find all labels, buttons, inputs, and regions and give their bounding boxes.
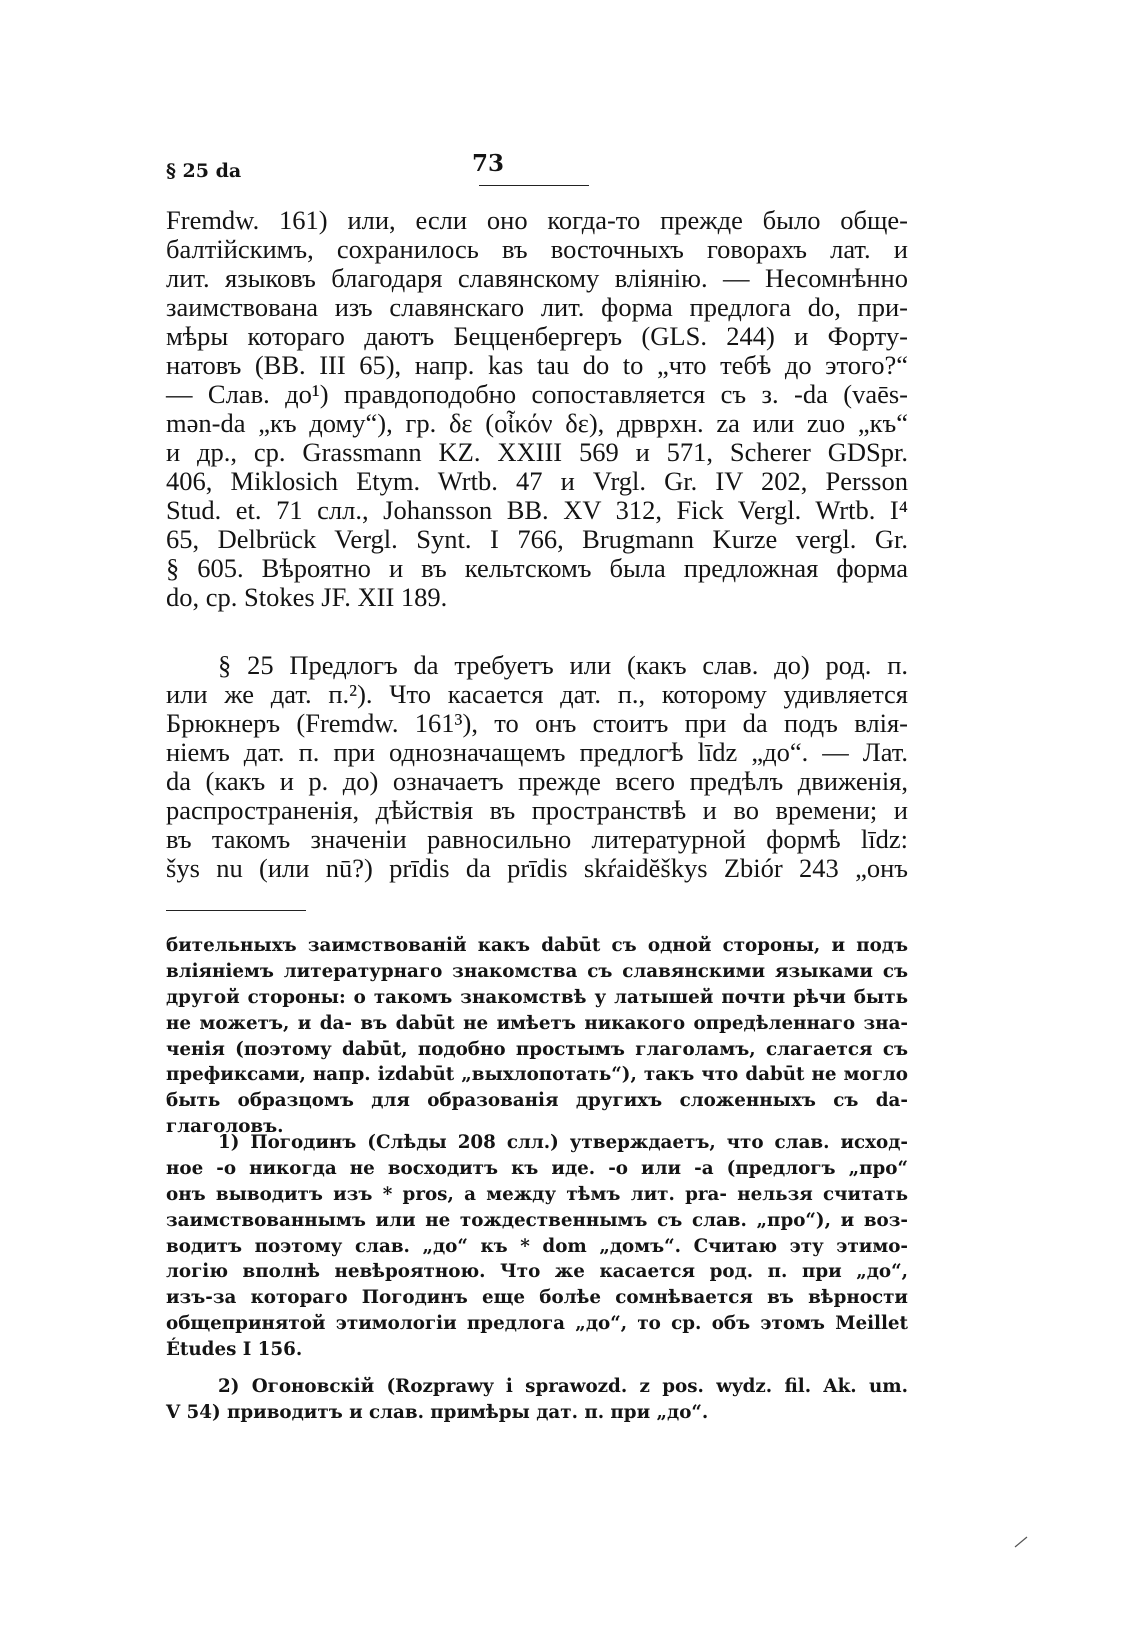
text-line: da (какъ и р. до) означаетъ прежде всего предѣлъ движенія, (166, 766, 908, 796)
footnote-2 (166, 1374, 908, 1426)
footnote-line: не можетъ, и da- въ dabūt не имѣетъ никакого опредѣленнаго зна- (166, 1012, 908, 1034)
text-line: do, ср. Stokes JF. XII 189. (166, 582, 448, 612)
running-header (166, 150, 906, 190)
text-line: 406, Miklosich Etym. Wrtb. 47 и Vrgl. Gr. IV 202, Persson (166, 466, 908, 496)
text-line: балтійскимъ, сохранилось въ восточныхъ говорахъ лат. и (166, 234, 908, 264)
footnote-line: водитъ поэтому слав. „до“ къ * dom „домъ“. Считаю эту этимо- (166, 1235, 908, 1257)
scan-artifact-icon (1014, 1536, 1028, 1548)
footnote-line: общепринятой этимологіи предлога „до“, то ср. объ этомъ Meillet (166, 1313, 908, 1335)
text-line: mən-da „къ дому“), гр. δε (οἶκόν δε), дрврхн. za или zuo „къ“ (166, 408, 908, 438)
text-line: распространенія, дѣйствія въ пространствѣ и во времени; и (166, 795, 908, 825)
text-line: šys nu (или nū?) prīdis da prīdis skŕaidĕškys Zbiór 243 „онъ (166, 853, 908, 883)
text-line: § 605. Вѣроятно и въ кельтскомъ была предложная форма (166, 553, 908, 583)
footnote-separator (166, 910, 306, 911)
text-line: ніемъ дат. п. при однозначащемъ предлогѣ līdz „до“. — Лат. (166, 737, 908, 767)
text-line: 65, Delbrück Vergl. Synt. I 766, Brugmann Kurze vergl. Gr. (166, 524, 908, 554)
text-line: натовъ (BB. III 65), напр. kas tau do to „что тебѣ до этого?“ (166, 350, 908, 380)
text-line: Брюкнеръ (Fremdw. 161³), то онъ стоитъ при da подъ влія- (166, 708, 908, 738)
text-line: лит. языковъ благодаря славянскому вліянію. — Несомнѣнно (166, 263, 908, 293)
footnote-line: онъ выводитъ изъ * pros, а между тѣмъ лит. pra- нельзя считать (166, 1183, 908, 1205)
main-paragraph-2 (166, 651, 908, 883)
page-number: 73 (472, 150, 505, 177)
text-line: мѣры котораго даютъ Бецценбергеръ (GLS. 244) и Форту- (166, 321, 908, 351)
text-line: заимствована изъ славянскаго лит. форма предлога do, при- (166, 292, 908, 322)
section-reference: § 25 da (166, 160, 242, 182)
footnote-line: другой стороны: о такомъ знакомствѣ у латышей почти рѣчи быть (166, 986, 908, 1008)
footnote-line: бительныхъ заимствованій какъ dabūt съ одной стороны, и подъ (166, 935, 908, 956)
footnote-line: ченія (поэтому dabūt, подобно простымъ глаголамъ, слагается съ (166, 1038, 908, 1060)
footnote-line: глаголовъ. (166, 1116, 284, 1138)
text-line: и др., ср. Grassmann KZ. XXIII 569 и 571, Scherer GDSpr. (166, 437, 908, 467)
text-line: § 25 Предлогъ da требуетъ или (какъ слав. до) род. п. (218, 650, 908, 680)
text-line: въ такомъ значеніи равносильно литературной формѣ līdz: (166, 824, 908, 854)
footnote-line: Études I 156. (166, 1339, 303, 1361)
footnote-line: заимствованнымъ или не тождественнымъ съ слав. „про“), и воз- (166, 1209, 908, 1231)
footnote-line: ное -о никогда не восходитъ къ иде. -о или -а (предлогъ „про“ (166, 1157, 908, 1179)
text-line: или же дат. п.²). Что касается дат. п., которому удивляется (166, 679, 908, 709)
footnote-line: V 54) приводитъ и слав. примѣры дат. п. при „до“. (166, 1401, 709, 1423)
text-line: — Слав. до¹) правдоподобно сопоставляется съ з. -da (vaēs- (166, 379, 908, 409)
footnote-continuation (166, 933, 908, 1140)
main-paragraph-1 (166, 206, 908, 612)
footnote-line: быть образцомъ для образованія другихъ сложенныхъ съ da- (166, 1090, 908, 1112)
footnote-line: 2) Огоновскій (Rozprawy i sprawozd. z pos. wydz. fil. Ak. um. (218, 1376, 908, 1397)
footnote-line: вліяніемъ литературнаго знакомства съ славянскими языками съ (166, 960, 908, 982)
footnote-line: изъ-за котораго Погодинъ еще болѣе сомнѣвается въ вѣрности (166, 1287, 908, 1309)
footnote-line: логію вполнѣ невѣроятною. Что же касается род. п. при „до“, (166, 1261, 908, 1283)
text-line: Stud. et. 71 слл., Johansson BB. XV 312, Fick Vergl. Wrtb. I⁴ (166, 495, 908, 525)
header-rule (479, 185, 589, 186)
footnote-line: 1) Погодинъ (Слѣды 208 слл.) утверждаетъ, что слав. исход- (218, 1132, 908, 1153)
text-line: Fremdw. 161) или, если оно когда-то прежде было обще- (166, 205, 908, 235)
footnote-line: префиксами, напр. izdabūt „выхлопотать“), такъ что dabūt не могло (166, 1064, 908, 1086)
footnote-1 (166, 1130, 908, 1363)
